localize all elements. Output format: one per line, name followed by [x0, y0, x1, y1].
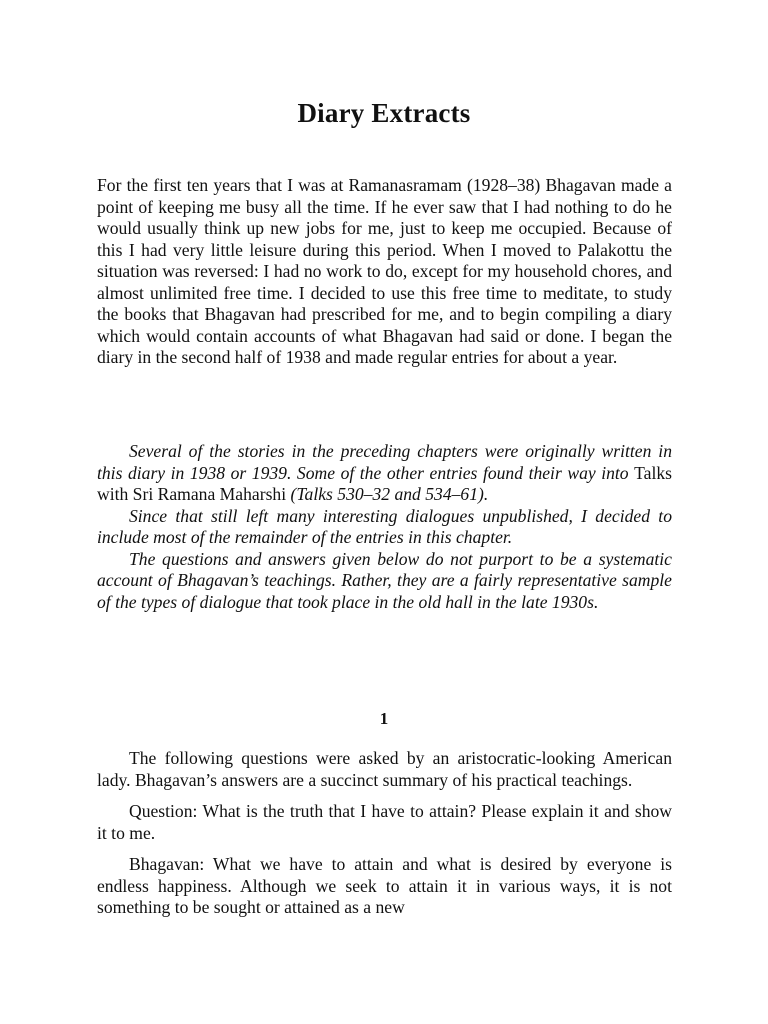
- intro-paragraph: For the first ten years that I was at Ramanasramam (1928–38) Bhagavan made a point of keeping me busy all the time. If he ever saw that I had nothing to do he would usually think up new jobs for me, just to keep me occupied. Because of this I had very little leisure during this period. When I moved to Palakottu the situation was reversed: I had no work to do, except for my household chores, and almost unlimited free time. I decided to use this free time to meditate, to study the books that Bhagavan had prescribed for me, and to begin compiling a diary which would contain accounts of what Bhagavan had said or done. I began the diary in the second half of 1938 and made regular entries for about a year.: [97, 175, 672, 367]
- section-paragraph-2: Question: What is the truth that I have to attain? Please explain it and show it to me.: [97, 801, 672, 843]
- italic-paragraph-1-start: Several of the stories in the preceding chapters were originally written in this diary in 1938 or 1939. Some of the other entries found their way into: [97, 441, 672, 483]
- section-paragraph-1: The following questions were asked by an aristocratic-looking American lady. Bhagavan’s answers are a succinct summary of his practical teachings.: [97, 748, 672, 790]
- page-title: Diary Extracts: [297, 98, 471, 128]
- italic-paragraph-3: The questions and answers given below do not purport to be a systematic account of Bhagavan’s teachings. Rather, they are a fairly representative sample of the types of dialogue that took place in the old hall in the late 1930s.: [97, 548, 672, 612]
- section-number: 1: [379, 709, 389, 728]
- italic-paragraph-1: [97, 441, 672, 506]
- italic-paragraph-2: Since that still left many interesting dialogues unpublished, I decided to include most of the remainder of the entries in this chapter.: [97, 505, 672, 547]
- italic-note-section: [97, 441, 672, 613]
- italic-paragraph-1-end: (Talks 530–32 and 534–61).: [286, 484, 489, 504]
- section-1-body: [97, 748, 672, 919]
- section-paragraph-3: Bhagavan: What we have to attain and what is desired by everyone is endless happiness. Although we seek to attain it in various ways, it is not something to be sought or attained as a new: [97, 854, 672, 917]
- intro-section: [97, 175, 672, 369]
- book-title: Talks with Sri Ramana Maharshi: [97, 462, 672, 504]
